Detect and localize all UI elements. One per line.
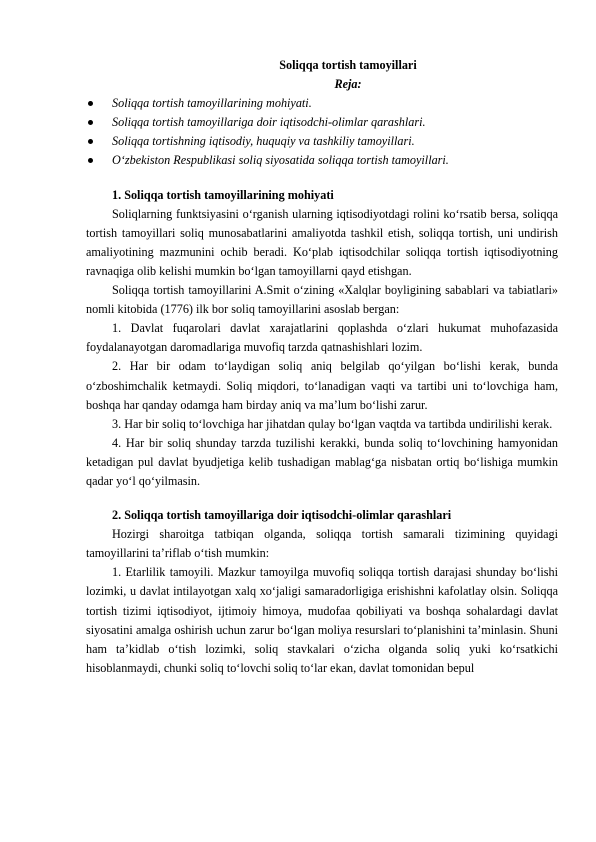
document-page	[86, 56, 558, 678]
plan-item: O‘zbekiston Respublikasi soliq siyosatida soliqqa tortish tamoyillari.	[86, 151, 558, 170]
paragraph: 2. Har bir odam to‘laydigan soliq aniq belgilab qo‘yilgan bo‘lishi kerak, bunda o‘zboshimchalik ketmaydi. Soliq miqdori, to‘lanadigan vaqti va tartibi uni to‘lovchiga ham, boshqa har qanday odamga ham birday aniq va ma’lum bo‘lishi zarur.	[86, 359, 558, 412]
paragraph: 1. Davlat fuqarolari davlat xarajatlarini qoplashda o‘zlari hukumat muhofazasida foydalanayotgan daromadlariga muvofiq tarzda qatnashishlari lozim.	[86, 321, 558, 355]
bullet-icon	[88, 158, 93, 163]
paragraph: Soliqlarning funktsiyasini o‘rganish ularning iqtisodiyotdagi rolini ko‘rsatib bersa, soliqqa tortish tamoyillari soliq munosabatlarini amaliyotda tashkil etish, soliqqa tortish, uni undirish amaliyotining mazmunini ochib beradi. Ko‘plab iqtisodchilar soliqqa tortish iqtisodiyotning ravnaqiga olib kelishi mumkin bo‘lgan tamoyillarni qayd etishgan.	[86, 206, 558, 278]
plan-item: Soliqqa tortish tamoyillariga doir iqtisodchi-olimlar qarashlari.	[86, 113, 558, 132]
document-title: Soliqqa tortish tamoyillari	[279, 58, 417, 72]
section-heading: 1. Soliqqa tortish tamoyillarining mohiyati	[112, 187, 334, 202]
paragraph: 3. Har bir soliq to‘lovchiga har jihatdan qulay bo‘lgan vaqtda va tartibda undirilishi kerak.	[112, 416, 553, 431]
plan-list	[86, 94, 558, 170]
paragraph: 4. Har bir soliq shunday tarzda tuzilishi kerakki, bunda soliq to‘lovchining hamyonidan ketadigan pul davlat byudjetiga kelib tushadigan mablag‘ga nisbatan ortiq bo‘lishiga mumkin qadar yo‘l qo‘yilmasin.	[86, 435, 558, 488]
bullet-icon	[88, 101, 93, 106]
section-heading: 2. Soliqqa tortish tamoyillariga doir iqtisodchi-olimlar qarashlari	[112, 508, 452, 523]
paragraph: Soliqqa tortish tamoyillarini A.Smit o‘zining «Xalqlar boyligining sabablari va tabiatlari» nomli kitobida (1776) ilk bor soliq tamoyillarini asoslab bergan:	[86, 283, 558, 317]
plan-label: Reja:	[334, 77, 362, 92]
plan-item: Soliqqa tortish tamoyillarining mohiyati.	[86, 94, 558, 113]
paragraph: 1. Etarlilik tamoyili. Mazkur tamoyilga muvofiq soliqqa tortish darajasi shunday bo‘lishi lozimki, u davlat intilayotgan xalq xo‘jaligi samaradorligiga erishishni kafolatlay olsin. Soliqqa tortish tizimi iqtisodiyot, ijtimoiy himoya, mudofaa qobiliyati va boshqa sohalardagi davlat siyosatini amalga oshirish uchun zarur bo‘lgan moliya resurslari to‘planishini ta’minlasin. Shuni ham ta’kidlab o‘tish lozimki, soliq stavkalari o‘zicha olganda soliq yuki ko‘rsatkichi hisoblanmaydi, chunki soliq to‘lovchi soliq to‘lar ekan, davlat tomonidan bepul	[86, 565, 558, 675]
plan-item: Soliqqa tortishning iqtisodiy, huquqiy va tashkiliy tamoyillari.	[86, 132, 558, 151]
bullet-icon	[88, 120, 93, 125]
bullet-icon	[88, 139, 93, 144]
paragraph: Hozirgi sharoitga tatbiqan olganda, soliqqa tortish samarali tizimining quyidagi tamoyillarini ta’riflab o‘tish mumkin:	[86, 527, 558, 561]
